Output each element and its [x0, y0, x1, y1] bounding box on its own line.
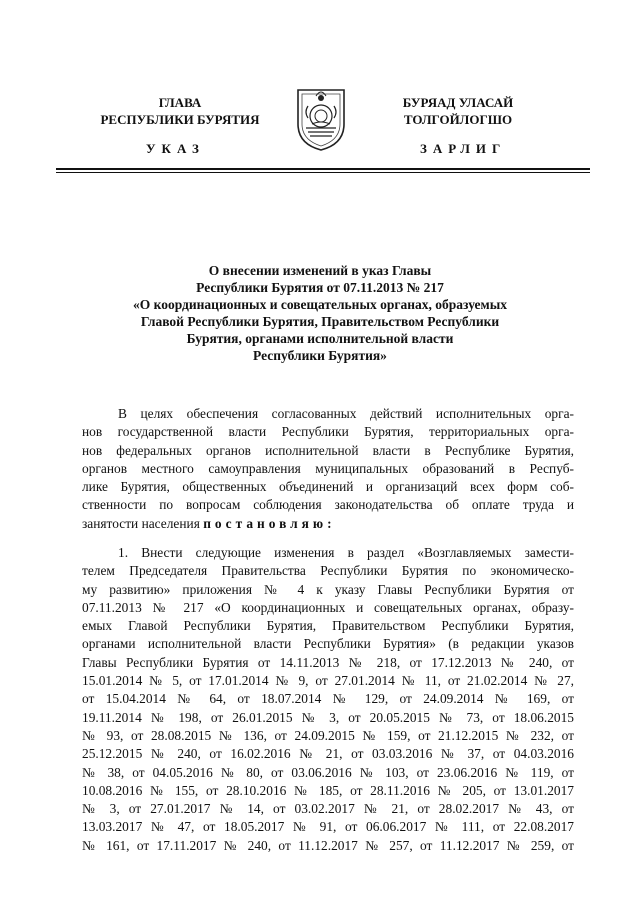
- body-line: Главы Республики Бурятия от 14.11.2013 № 218, от 17.12.2013 № 240, от: [82, 654, 574, 670]
- decree-word-left: УКАЗ: [146, 141, 205, 156]
- title-line: Республики Бурятия от 07.11.2013 № 217: [196, 280, 444, 295]
- title-line: «О координационных и совещательных органах, образуемых: [132, 297, 508, 312]
- header-left-line1: ГЛАВА: [158, 95, 202, 110]
- body-line: 1. Внести следующие изменения в раздел «Возглавляемых замести-: [118, 545, 574, 560]
- coat-of-arms-icon: [294, 84, 348, 152]
- body-line: В целях обеспечения согласованных действий исполнительных орга-: [118, 406, 574, 421]
- preamble-last-text: занятости населения: [82, 515, 200, 531]
- body-line: нов федеральных органов исполнительной власти в Республике Бурятия,: [82, 442, 574, 458]
- body-line: № 161, от 17.11.2017 № 240, от 11.12.2017 № 257, от 11.12.2017 № 259, от: [82, 837, 574, 853]
- title-line: Республики Бурятия»: [253, 348, 387, 363]
- body-line: телем Председателя Правительства Республики Бурятия по экономическо-: [82, 563, 574, 579]
- title-line: Главой Республики Бурятия, Правительством Республики: [140, 314, 500, 329]
- header-left-block: [60, 94, 300, 128]
- body-line: 19.11.2014 № 198, от 26.01.2015 № 3, от 20.05.2015 № 73, от 18.06.2015: [82, 709, 574, 725]
- body-line: емых Главой Республики Бурятия, Правительством Республики Бурятия,: [82, 618, 574, 634]
- body-line: № 38, от 04.05.2016 № 80, от 03.06.2016 № 103, от 23.06.2016 № 119, от: [82, 764, 574, 780]
- header-right-block: [368, 94, 548, 128]
- header-left-line2: РЕСПУБЛИКИ БУРЯТИЯ: [100, 112, 260, 127]
- body-line: 07.11.2013 № 217 «О координационных и совещательных органах, образу-: [82, 599, 574, 615]
- body-line: му развитию» приложения № 4 к указу Главы Республики Бурятия от: [82, 581, 574, 597]
- body-line: ственности по вопросам соблюдения законодательства об оплате труда и: [82, 497, 574, 513]
- header-rule-thick: [56, 168, 590, 170]
- preamble-paragraph: [82, 405, 574, 533]
- body-line: органами исполнительной власти Республики Бурятия» (в редакции указов: [82, 636, 574, 652]
- decree-word-spaced: постановляю:: [203, 515, 336, 531]
- header-right-line1: БУРЯАД УЛАСАЙ: [402, 95, 514, 110]
- body-line: № 93, от 28.08.2015 № 136, от 24.09.2015 № 159, от 21.12.2015 № 232, от: [82, 727, 574, 743]
- header-rule-thin: [56, 172, 590, 173]
- body-line: 13.03.2017 № 47, от 18.05.2017 № 91, от 06.06.2017 № 111, от 22.08.2017: [82, 819, 574, 835]
- body-line: 25.12.2015 № 240, от 16.02.2016 № 21, от 03.03.2016 № 37, от 04.03.2016: [82, 746, 574, 762]
- header-right-line2: ТОЛГОЙЛОГШО: [403, 112, 513, 127]
- title-line: Бурятия, органами исполнительной власти: [186, 331, 454, 346]
- body-line-last: [82, 515, 574, 533]
- document-title: [90, 262, 550, 364]
- body-line: лике Бурятия, общественных объединений и организаций всех форм соб-: [82, 479, 574, 495]
- body-line: от 15.04.2014 № 64, от 18.07.2014 № 129, от 24.09.2014 № 169, от: [82, 691, 574, 707]
- item-1-paragraph: [82, 544, 574, 855]
- body-line: 15.01.2014 № 5, от 17.01.2014 № 9, от 27.01.2014 № 11, от 21.02.2014 № 27,: [82, 673, 574, 689]
- title-line: О внесении изменений в указ Главы: [208, 263, 432, 278]
- body-line: нов государственной власти Республики Бурятия, территориальных орга-: [82, 424, 574, 440]
- body-line: № 3, от 27.01.2017 № 14, от 03.02.2017 № 21, от 28.02.2017 № 43, от: [82, 801, 574, 817]
- body-line: органов местного самоуправления муниципальных образований в Респуб-: [82, 460, 574, 476]
- body-line: 10.08.2016 № 155, от 28.10.2016 № 185, от 28.11.2016 № 205, от 13.01.2017: [82, 782, 574, 798]
- decree-word-right: ЗАРЛИГ: [420, 141, 507, 156]
